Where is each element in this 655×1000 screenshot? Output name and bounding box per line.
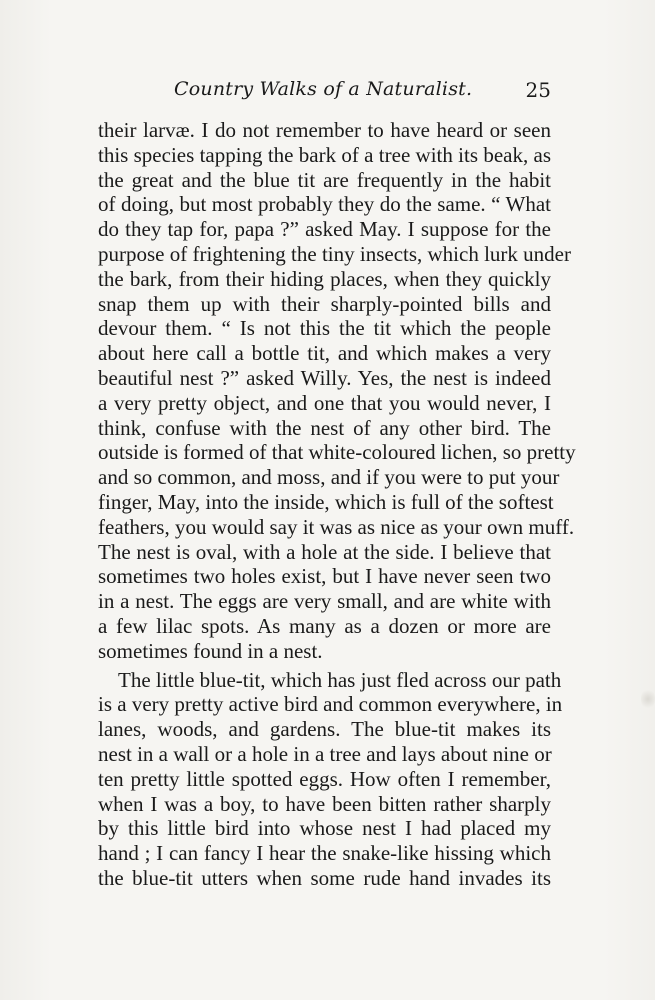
text-line: when I was a boy, to have been bitten rather sharply (98, 791, 551, 816)
text-line: ten pretty little spotted eggs. How often I remember, (98, 766, 551, 791)
body-text (98, 118, 576, 891)
text-line: lanes, woods, and gardens. The blue-tit makes its (98, 717, 551, 742)
text-line: outside is formed of that white-coloured lichen, so pretty (98, 440, 576, 465)
text-line: is a very pretty active bird and common everywhere, in (98, 692, 563, 717)
running-title: Country Walks of a Naturalist. (174, 78, 473, 100)
text-line: a few lilac spots. As many as a dozen or more are (98, 613, 551, 638)
text-line: and so common, and moss, and if you were to put your (98, 465, 560, 490)
text-line: feathers, you would say it was as nice as your own muff. (98, 514, 575, 539)
text-line: a very pretty object, and one that you would never, I (98, 390, 551, 415)
text-line: about here call a bottle tit, and which makes a very (98, 341, 551, 366)
text-line: of doing, but most probably they do the same. “ What (98, 192, 551, 217)
text-line: snap them up with their sharply-pointed bills and (98, 291, 551, 316)
paper-speck (641, 688, 655, 710)
text-line: nest in a wall or a hole in a tree and lays about nine or (98, 741, 552, 766)
text-line: hand ; I can fancy I hear the snake-like hissing which (98, 841, 551, 866)
text-line: think, confuse with the nest of any other bird. The (98, 415, 551, 440)
text-line: the great and the blue tit are frequently in the habit (98, 167, 551, 192)
running-head (98, 78, 553, 108)
page-number: 25 (525, 78, 551, 102)
text-line: the bark, from their hiding places, when they quickly (98, 266, 551, 291)
text-line: sometimes two holes exist, but I have never seen two (98, 564, 551, 589)
text-line: The nest is oval, with a hole at the side. I believe that (98, 539, 551, 564)
text-line: devour them. “ Is not this the tit which the people (98, 316, 551, 341)
text-line: do they tap for, papa ?” asked May. I suppose for the (98, 217, 551, 242)
text-line: sometimes found in a nest. (98, 638, 323, 663)
text-line: the blue-tit utters when some rude hand invades its (98, 865, 551, 890)
text-line: The little blue-tit, which has just fled across our path (118, 667, 562, 692)
text-line: this species tapping the bark of a tree with its beak, as (98, 142, 551, 167)
text-line: in a nest. The eggs are very small, and are white with (98, 589, 551, 614)
text-line: purpose of frightening the tiny insects, which lurk under (98, 241, 571, 266)
text-line: by this little bird into whose nest I had placed my (98, 816, 551, 841)
text-line: their larvæ. I do not remember to have heard or seen (98, 118, 551, 142)
text-line: beautiful nest ?” asked Willy. Yes, the nest is indeed (98, 365, 551, 390)
text-line: finger, May, into the inside, which is full of the softest (98, 489, 554, 514)
